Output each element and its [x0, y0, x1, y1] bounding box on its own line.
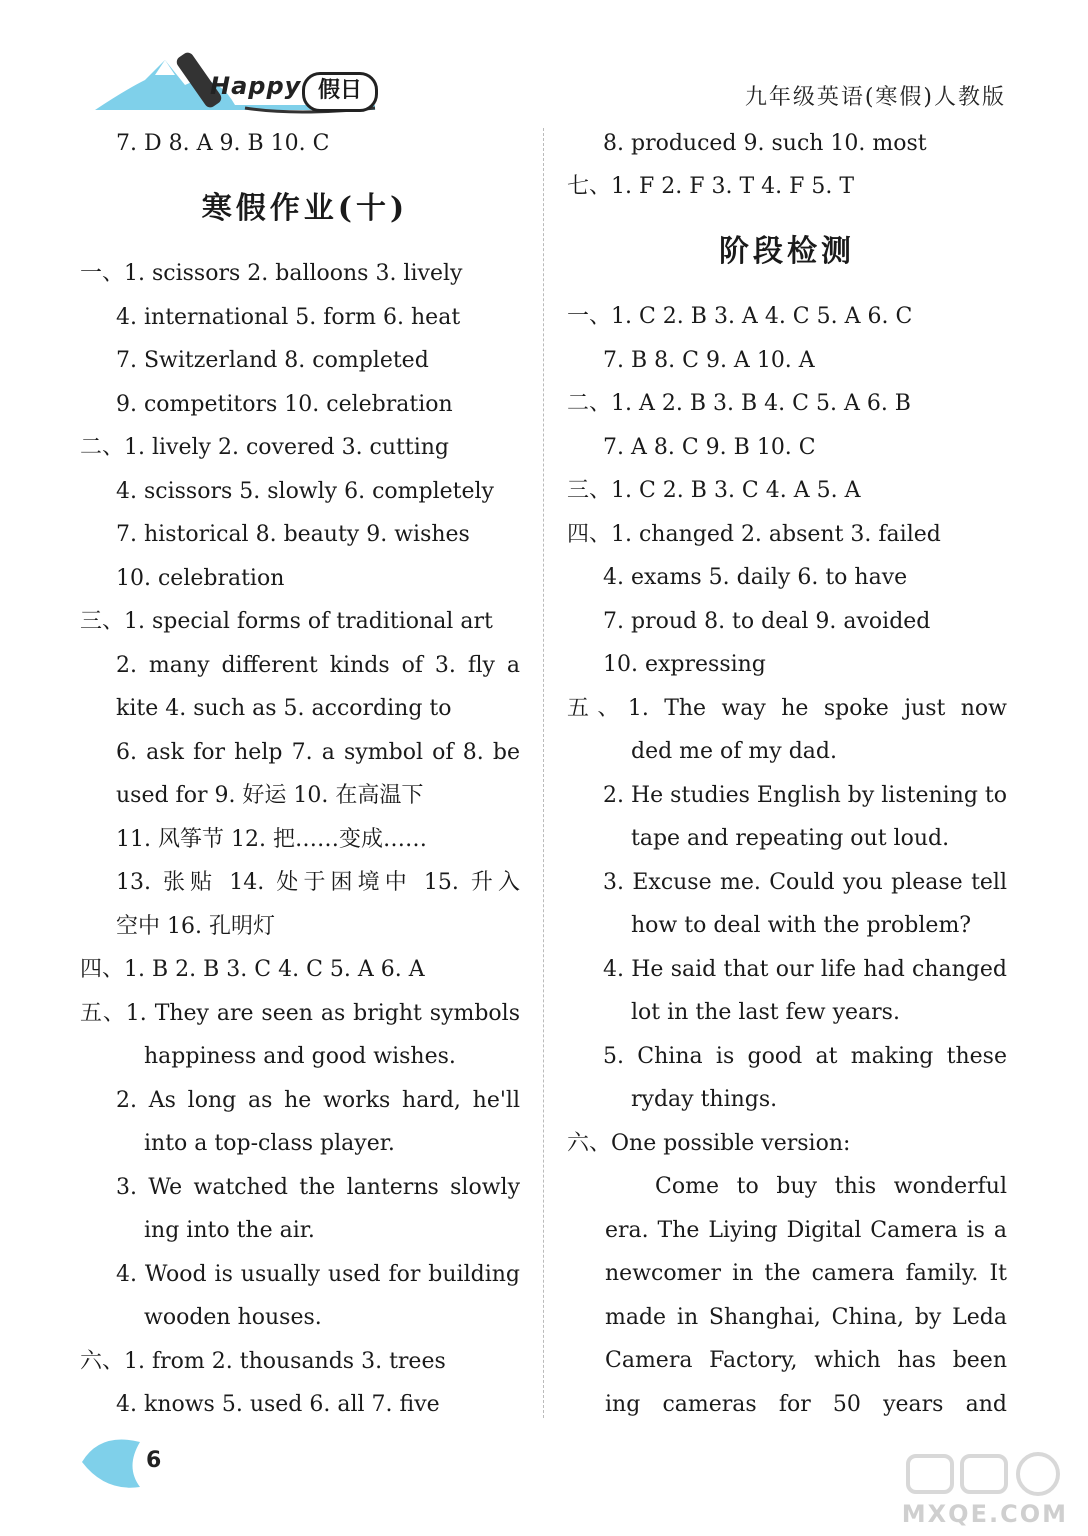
answer-line: used for 9. 好运 10. 在高温下 — [116, 783, 424, 808]
answer-line: kite 4. such as 5. according to — [116, 696, 452, 721]
answer-line: Come to buy this wonderful — [655, 1174, 1007, 1199]
answer-line: into a top-class player. — [144, 1131, 395, 1156]
answer-line: tape and repeating out loud. — [631, 826, 950, 851]
answer-line: 三、1. C 2. B 3. C 4. A 5. A — [567, 478, 861, 503]
answer-line: 4. knows 5. used 6. all 7. five — [116, 1392, 440, 1417]
answer-line: 七、1. F 2. F 3. T 4. F 5. T — [567, 174, 855, 199]
answer-line: 四、1. changed 2. absent 3. failed — [567, 522, 941, 547]
brand-happy: Happy — [210, 72, 302, 100]
answer-line: ing cameras for 50 years and — [605, 1392, 1007, 1417]
answer-line: happiness and good wishes. — [144, 1044, 456, 1069]
brand-jiari: 假日 — [302, 72, 378, 112]
answer-line: 7. B 8. C 9. A 10. A — [603, 348, 815, 373]
answer-line: 2. As long as he works hard, he'll — [116, 1088, 520, 1113]
answer-line: 三、1. special forms of traditional art — [80, 609, 493, 634]
answer-line: 4. exams 5. daily 6. to have — [603, 565, 908, 590]
answer-line: 7. historical 8. beauty 9. wishes — [116, 522, 470, 547]
answer-line: 五、1. The way he spoke just now — [567, 696, 1007, 721]
answer-line: made in Shanghai, China, by Leda — [605, 1305, 1007, 1330]
answer-line: newcomer in the camera family. It — [605, 1261, 1007, 1286]
watermark-text: MXQE.COM — [901, 1500, 1068, 1528]
answer-line: 10. expressing — [603, 652, 766, 677]
answer-line: 六、One possible version: — [567, 1131, 851, 1156]
answer-line: how to deal with the problem? — [631, 913, 972, 938]
answer-line: 3. We watched the lanterns slowly — [116, 1175, 520, 1200]
answer-line: 7. proud 8. to deal 9. avoided — [603, 609, 931, 634]
answer-line: 11. 风筝节 12. 把……变成…… — [116, 827, 427, 852]
answer-line: 五、1. They are seen as bright symbols — [80, 1001, 520, 1026]
answer-line: Camera Factory, which has been — [605, 1348, 1007, 1373]
answer-line: 7. A 8. C 9. B 10. C — [603, 435, 816, 460]
column-divider — [543, 128, 544, 1418]
answer-line: ded me of my dad. — [631, 739, 837, 764]
answer-line: wooden houses. — [144, 1305, 322, 1330]
answer-line: 二、1. A 2. B 3. B 4. C 5. A 6. B — [567, 391, 911, 416]
section-title: 阶段检测 — [719, 234, 855, 269]
answer-line: 一、1. C 2. B 3. A 4. C 5. A 6. C — [567, 304, 913, 329]
page-number: 6 — [146, 1448, 162, 1473]
page-header — [0, 0, 1088, 125]
answer-line: 4. He said that our life had changed — [603, 957, 1007, 982]
answer-line: 13. 张贴 14. 处于困境中 15. 升入 — [116, 870, 520, 895]
answer-line: 4. international 5. form 6. heat — [116, 305, 461, 330]
answer-line: 8. produced 9. such 10. most — [603, 131, 927, 156]
answer-line: 7. Switzerland 8. completed — [116, 348, 429, 373]
answer-line: lot in the last few years. — [631, 1000, 900, 1025]
answer-line: 空中 16. 孔明灯 — [116, 914, 275, 939]
answer-line: 2. many different kinds of 3. fly a — [116, 653, 520, 678]
answer-line: 四、1. B 2. B 3. C 4. C 5. A 6. A — [80, 957, 425, 982]
book-title: 九年级英语(寒假)人教版 — [744, 85, 1006, 110]
answer-line: 9. competitors 10. celebration — [116, 392, 453, 417]
answer-line: era. The Liying Digital Camera is a — [605, 1218, 1007, 1243]
answer-line: 7. D 8. A 9. B 10. C — [116, 131, 330, 156]
answer-line: 4. Wood is usually used for building — [116, 1262, 520, 1287]
section-title: 寒假作业(十) — [201, 191, 409, 226]
answer-line: ryday things. — [631, 1087, 778, 1112]
answer-line: 4. scissors 5. slowly 6. completely — [116, 479, 494, 504]
answer-line: 一、1. scissors 2. balloons 3. lively — [80, 261, 463, 286]
answer-line: ing into the air. — [144, 1218, 315, 1243]
answer-line: 10. celebration — [116, 566, 285, 591]
answer-line: 六、1. from 2. thousands 3. trees — [80, 1349, 446, 1374]
answer-line: 2. He studies English by listening to — [603, 783, 1007, 808]
answer-line: 二、1. lively 2. covered 3. cutting — [80, 435, 450, 460]
answer-line: 3. Excuse me. Could you please tell — [603, 870, 1007, 895]
answer-line: 6. ask for help 7. a symbol of 8. be — [116, 740, 520, 765]
answer-line: 5. China is good at making these — [603, 1044, 1007, 1069]
